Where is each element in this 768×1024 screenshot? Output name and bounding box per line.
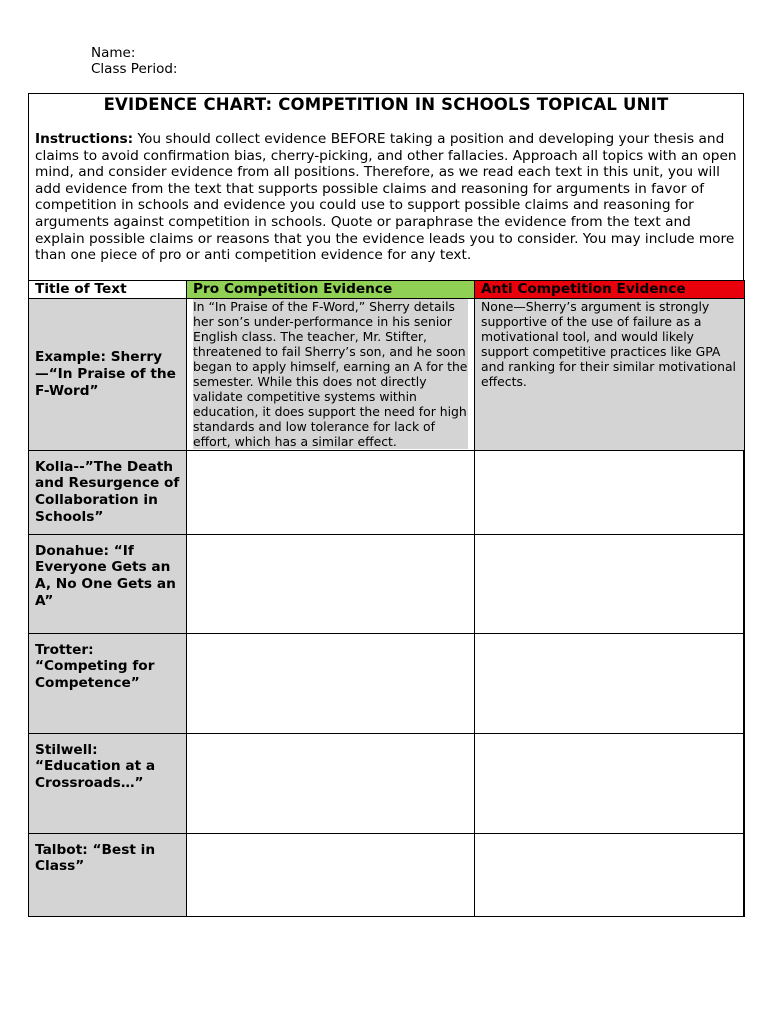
anti-evidence-cell[interactable]	[475, 833, 745, 916]
example-title: Example: Sherry —“In Praise of the F-Word”	[29, 298, 187, 450]
table-row	[29, 633, 745, 733]
chart-title: EVIDENCE CHART: COMPETITION IN SCHOOLS TOPICAL UNIT	[103, 95, 669, 114]
example-row	[29, 298, 745, 450]
anti-evidence-cell[interactable]	[475, 633, 745, 733]
example-pro-text: In “In Praise of the F-Word,” Sherry details her son’s under-performance in his senior English class. The teacher, Mr. Stifter, threatened to fail Sherry’s son, and he soon began to apply himself, earning an A for the semester. While this does not directly validate competitive systems within education, it does support the need for high standards and low tolerance for lack of effort, which has a similar effect.	[193, 298, 468, 449]
anti-evidence-cell[interactable]	[475, 733, 745, 833]
instructions	[29, 117, 743, 280]
instructions-body: You should collect evidence BEFORE taking a position and developing your thesis and claims to avoid confirmation bias, cherry-picking, and other fallacies. Approach all topics with an open mind, and consider evidence from all positions. Therefore, as we read each text in this unit, you will add evidence from the text that supports possible claims and reasoning for arguments in favor of competition in schools and evidence you could use to support possible claims and reasoning for arguments against competition in schools. Quote or paraphrase the evidence from the text and explain possible claims or reasons that you the evidence leads you to consider. You may include more than one piece of pro or anti competition evidence for any text.	[35, 131, 737, 264]
example-anti-evidence	[475, 298, 745, 450]
evidence-table	[28, 280, 745, 917]
text-title-stilwell: Stilwell: “Education at a Crossroads…”	[29, 733, 187, 833]
text-title-talbot: Talbot: “Best in Class”	[29, 833, 187, 916]
table-header-row	[29, 280, 745, 298]
pro-evidence-cell[interactable]	[187, 450, 475, 534]
example-anti-text: None—Sherry’s argument is strongly supportive of the use of failure as a motivational tool, and would likely support competitive practices like GPA and ranking for their similar motivational effects.	[481, 298, 736, 389]
class-period-label[interactable]: Class Period:	[91, 61, 178, 77]
table-row	[29, 733, 745, 833]
anti-evidence-cell[interactable]	[475, 534, 745, 633]
text-title-trotter: Trotter: “Competing for Competence”	[29, 633, 187, 733]
instructions-lead: Instructions:	[35, 131, 134, 147]
student-info	[91, 45, 177, 77]
table-row	[29, 534, 745, 633]
pro-evidence-cell[interactable]	[187, 733, 475, 833]
column-header-anti: Anti Competition Evidence	[475, 280, 745, 298]
anti-evidence-cell[interactable]	[475, 450, 745, 534]
table-row	[29, 833, 745, 916]
pro-evidence-cell[interactable]	[187, 534, 475, 633]
pro-evidence-cell[interactable]	[187, 833, 475, 916]
text-title-kolla: Kolla--”The Death and Resurgence of Collaboration in Schools”	[29, 450, 187, 534]
text-title-donahue: Donahue: “If Everyone Gets an A, No One Gets an A”	[29, 534, 187, 633]
name-label[interactable]: Name:	[91, 45, 136, 61]
example-pro-evidence	[187, 298, 475, 450]
pro-evidence-cell[interactable]	[187, 633, 475, 733]
evidence-chart	[28, 93, 744, 917]
column-header-title: Title of Text	[29, 280, 187, 298]
table-row	[29, 450, 745, 534]
column-header-pro: Pro Competition Evidence	[187, 280, 475, 298]
